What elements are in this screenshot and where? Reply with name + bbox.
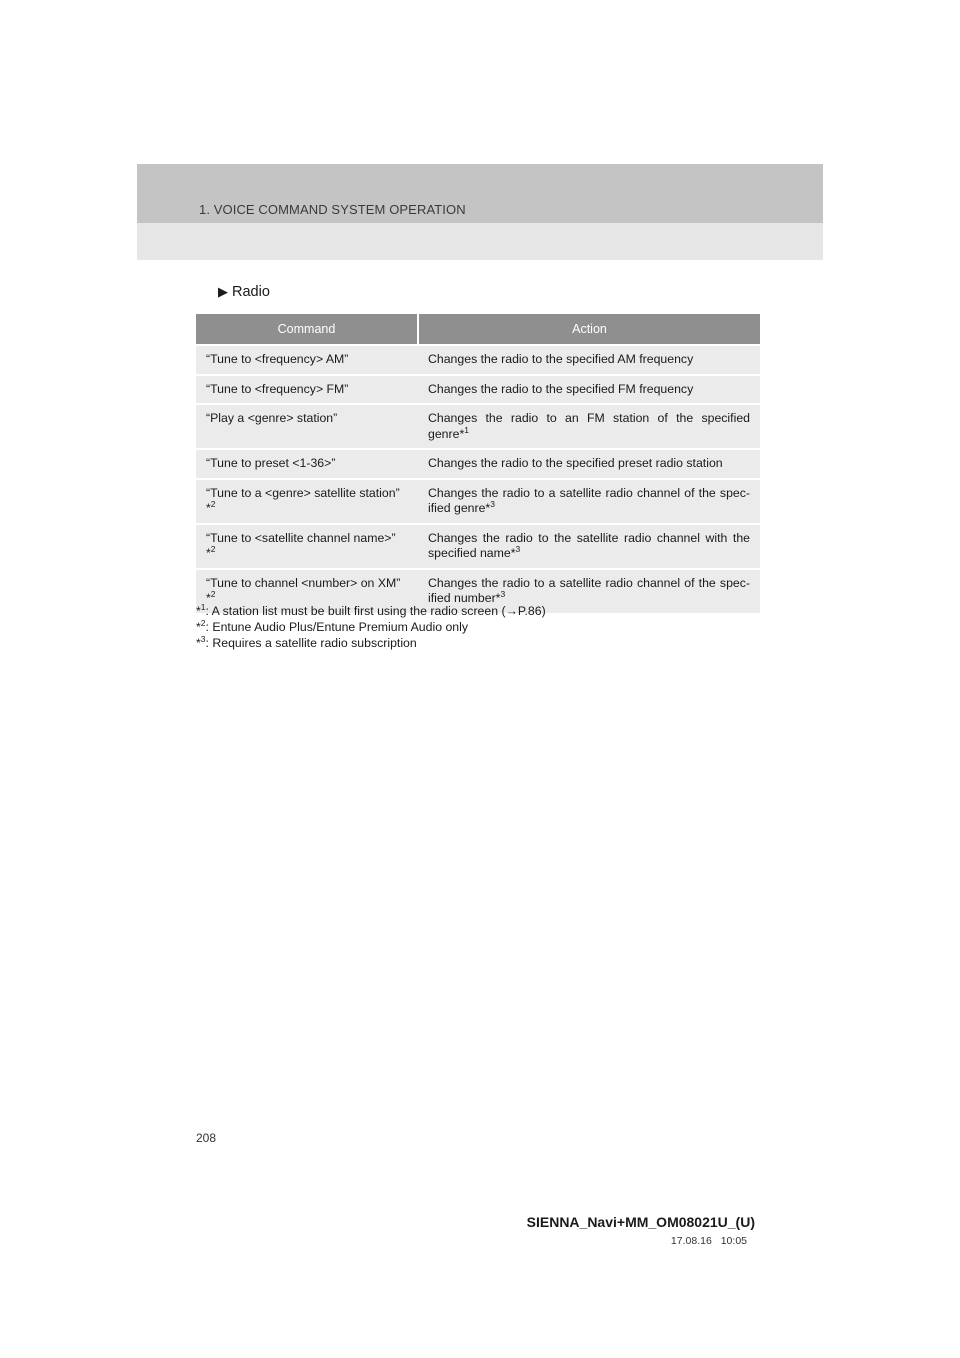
column-header-action: Action	[418, 314, 760, 345]
table-row	[196, 449, 760, 479]
command-cell: “Tune to <frequency> AM”	[196, 345, 418, 375]
footnote-ref: 3	[515, 544, 521, 554]
footnote-ref: 2	[210, 544, 216, 554]
command-cell: “Tune to a <genre> satellite station” *$^2$	[196, 479, 418, 524]
command-cell: “Tune to channel <number> on XM” *$^2$	[196, 569, 418, 613]
action-cell: Changes the radio to a satellite radio channel of the spec-ified number*$^3$	[418, 569, 760, 613]
footnote: *$^1$: A station list must be built first using the radio screen (→P.86)	[196, 602, 546, 618]
action-cell: Changes the radio to the satellite radio channel with the specified name*$^3$	[418, 524, 760, 569]
column-header-command: Command	[196, 314, 418, 345]
footnote: *$^2$: Entune Audio Plus/Entune Premium Audio only	[196, 618, 469, 634]
footnote: *$^3$: Requires a satellite radio subscription	[196, 634, 417, 650]
footnote-ref: 3	[490, 499, 495, 509]
action-cell: Changes the radio to the specified AM frequency	[418, 345, 760, 375]
triangle-bullet-icon: ▶	[218, 284, 228, 299]
table-row	[196, 524, 760, 569]
table-row	[196, 345, 760, 375]
print-timestamp	[671, 1235, 747, 1247]
table-row	[196, 404, 760, 449]
footnotes	[196, 603, 546, 651]
footnote-ref: 2	[210, 589, 216, 599]
print-date: 17.08.16	[670, 1235, 712, 1247]
print-time: 10:05	[720, 1235, 747, 1247]
command-cell: “Play a <genre> station”	[196, 404, 418, 449]
command-cell: “Tune to <frequency> FM”	[196, 375, 418, 405]
table-row	[196, 375, 760, 405]
footnote-ref: 1	[464, 424, 469, 435]
action-cell: Changes the radio to an FM station of the specified genre*$^1$	[418, 404, 760, 449]
section-header-top	[137, 164, 823, 223]
action-cell: Changes the radio to the specified FM frequency	[418, 375, 760, 405]
table-header-row	[196, 314, 760, 345]
table-row	[196, 479, 760, 524]
footnote-ref: 2	[210, 499, 216, 509]
command-cell: “Tune to preset <1-36>”	[196, 449, 418, 479]
footnote-ref: 3	[500, 589, 506, 599]
section-header-band	[137, 164, 823, 260]
document-id: SIENNA_Navi+MM_OM08021U_(U)	[526, 1214, 755, 1230]
radio-subheading	[218, 284, 270, 300]
command-cell: “Tune to <satellite channel name>” *$^2$	[196, 524, 418, 569]
section-title: 1. VOICE COMMAND SYSTEM OPERATION	[199, 202, 466, 217]
voice-command-table	[196, 314, 760, 613]
action-cell: Changes the radio to a satellite radio channel of the spec-ified genre*$^3$	[418, 479, 760, 524]
action-cell: Changes the radio to the specified preset radio station	[418, 449, 760, 479]
subheading-label: Radio	[232, 284, 270, 300]
page-number: 208	[196, 1131, 217, 1145]
